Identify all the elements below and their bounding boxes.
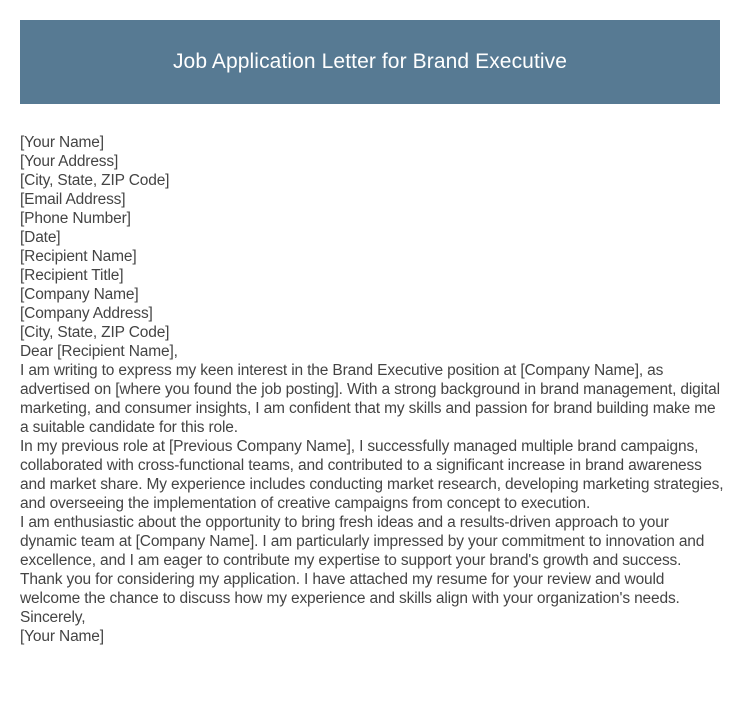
paragraph-intro: I am writing to express my keen interest in the Brand Executive position at [Company Name], as advertised on [where you found the job posting]. With a strong background in brand management, digital marketing, and consumer insights, I am confident that my skills and passion for brand building make me a suitable candidate for this role. (20, 362, 720, 436)
sender-city-state-zip: [City, State, ZIP Code] (20, 172, 170, 189)
salutation: Dear [Recipient Name], (20, 343, 178, 360)
sender-email: [Email Address] (20, 191, 126, 208)
recipient-city-state-zip: [City, State, ZIP Code] (20, 324, 170, 341)
title-banner (20, 20, 720, 104)
paragraph-closing: Thank you for considering my application. I have attached my resume for your review and would welcome the chance to discuss how my experience and skills align with your organization's needs. (20, 571, 680, 607)
sender-block (20, 133, 725, 228)
paragraph-motivation: I am enthusiastic about the opportunity to bring fresh ideas and a results-driven approach to your dynamic team at [Company Name]. I am particularly impressed by your commitment to innovation and excellence, and I am eager to contribute my expertise to support your brand's growth and success. (20, 514, 705, 569)
recipient-name: [Recipient Name] (20, 248, 137, 265)
recipient-address: [Company Address] (20, 305, 153, 322)
letter-body (20, 133, 725, 646)
recipient-company: [Company Name] (20, 286, 139, 303)
sender-address: [Your Address] (20, 153, 119, 170)
recipient-title: [Recipient Title] (20, 267, 124, 284)
sender-phone: [Phone Number] (20, 210, 131, 227)
sender-name: [Your Name] (20, 134, 104, 151)
recipient-block (20, 247, 725, 342)
signature: [Your Name] (20, 628, 104, 645)
closing: Sincerely, (20, 609, 86, 626)
letter-date: [Date] (20, 229, 61, 246)
paragraph-experience: In my previous role at [Previous Company Name], I successfully managed multiple brand campaigns, collaborated with cross-functional teams, and contributed to a significant increase in brand awareness and market share. My experience includes conducting market research, developing marketing strategies, and overseeing the implementation of creative campaigns from concept to execution. (20, 438, 724, 512)
page-title: Job Application Letter for Brand Executive (172, 50, 568, 73)
